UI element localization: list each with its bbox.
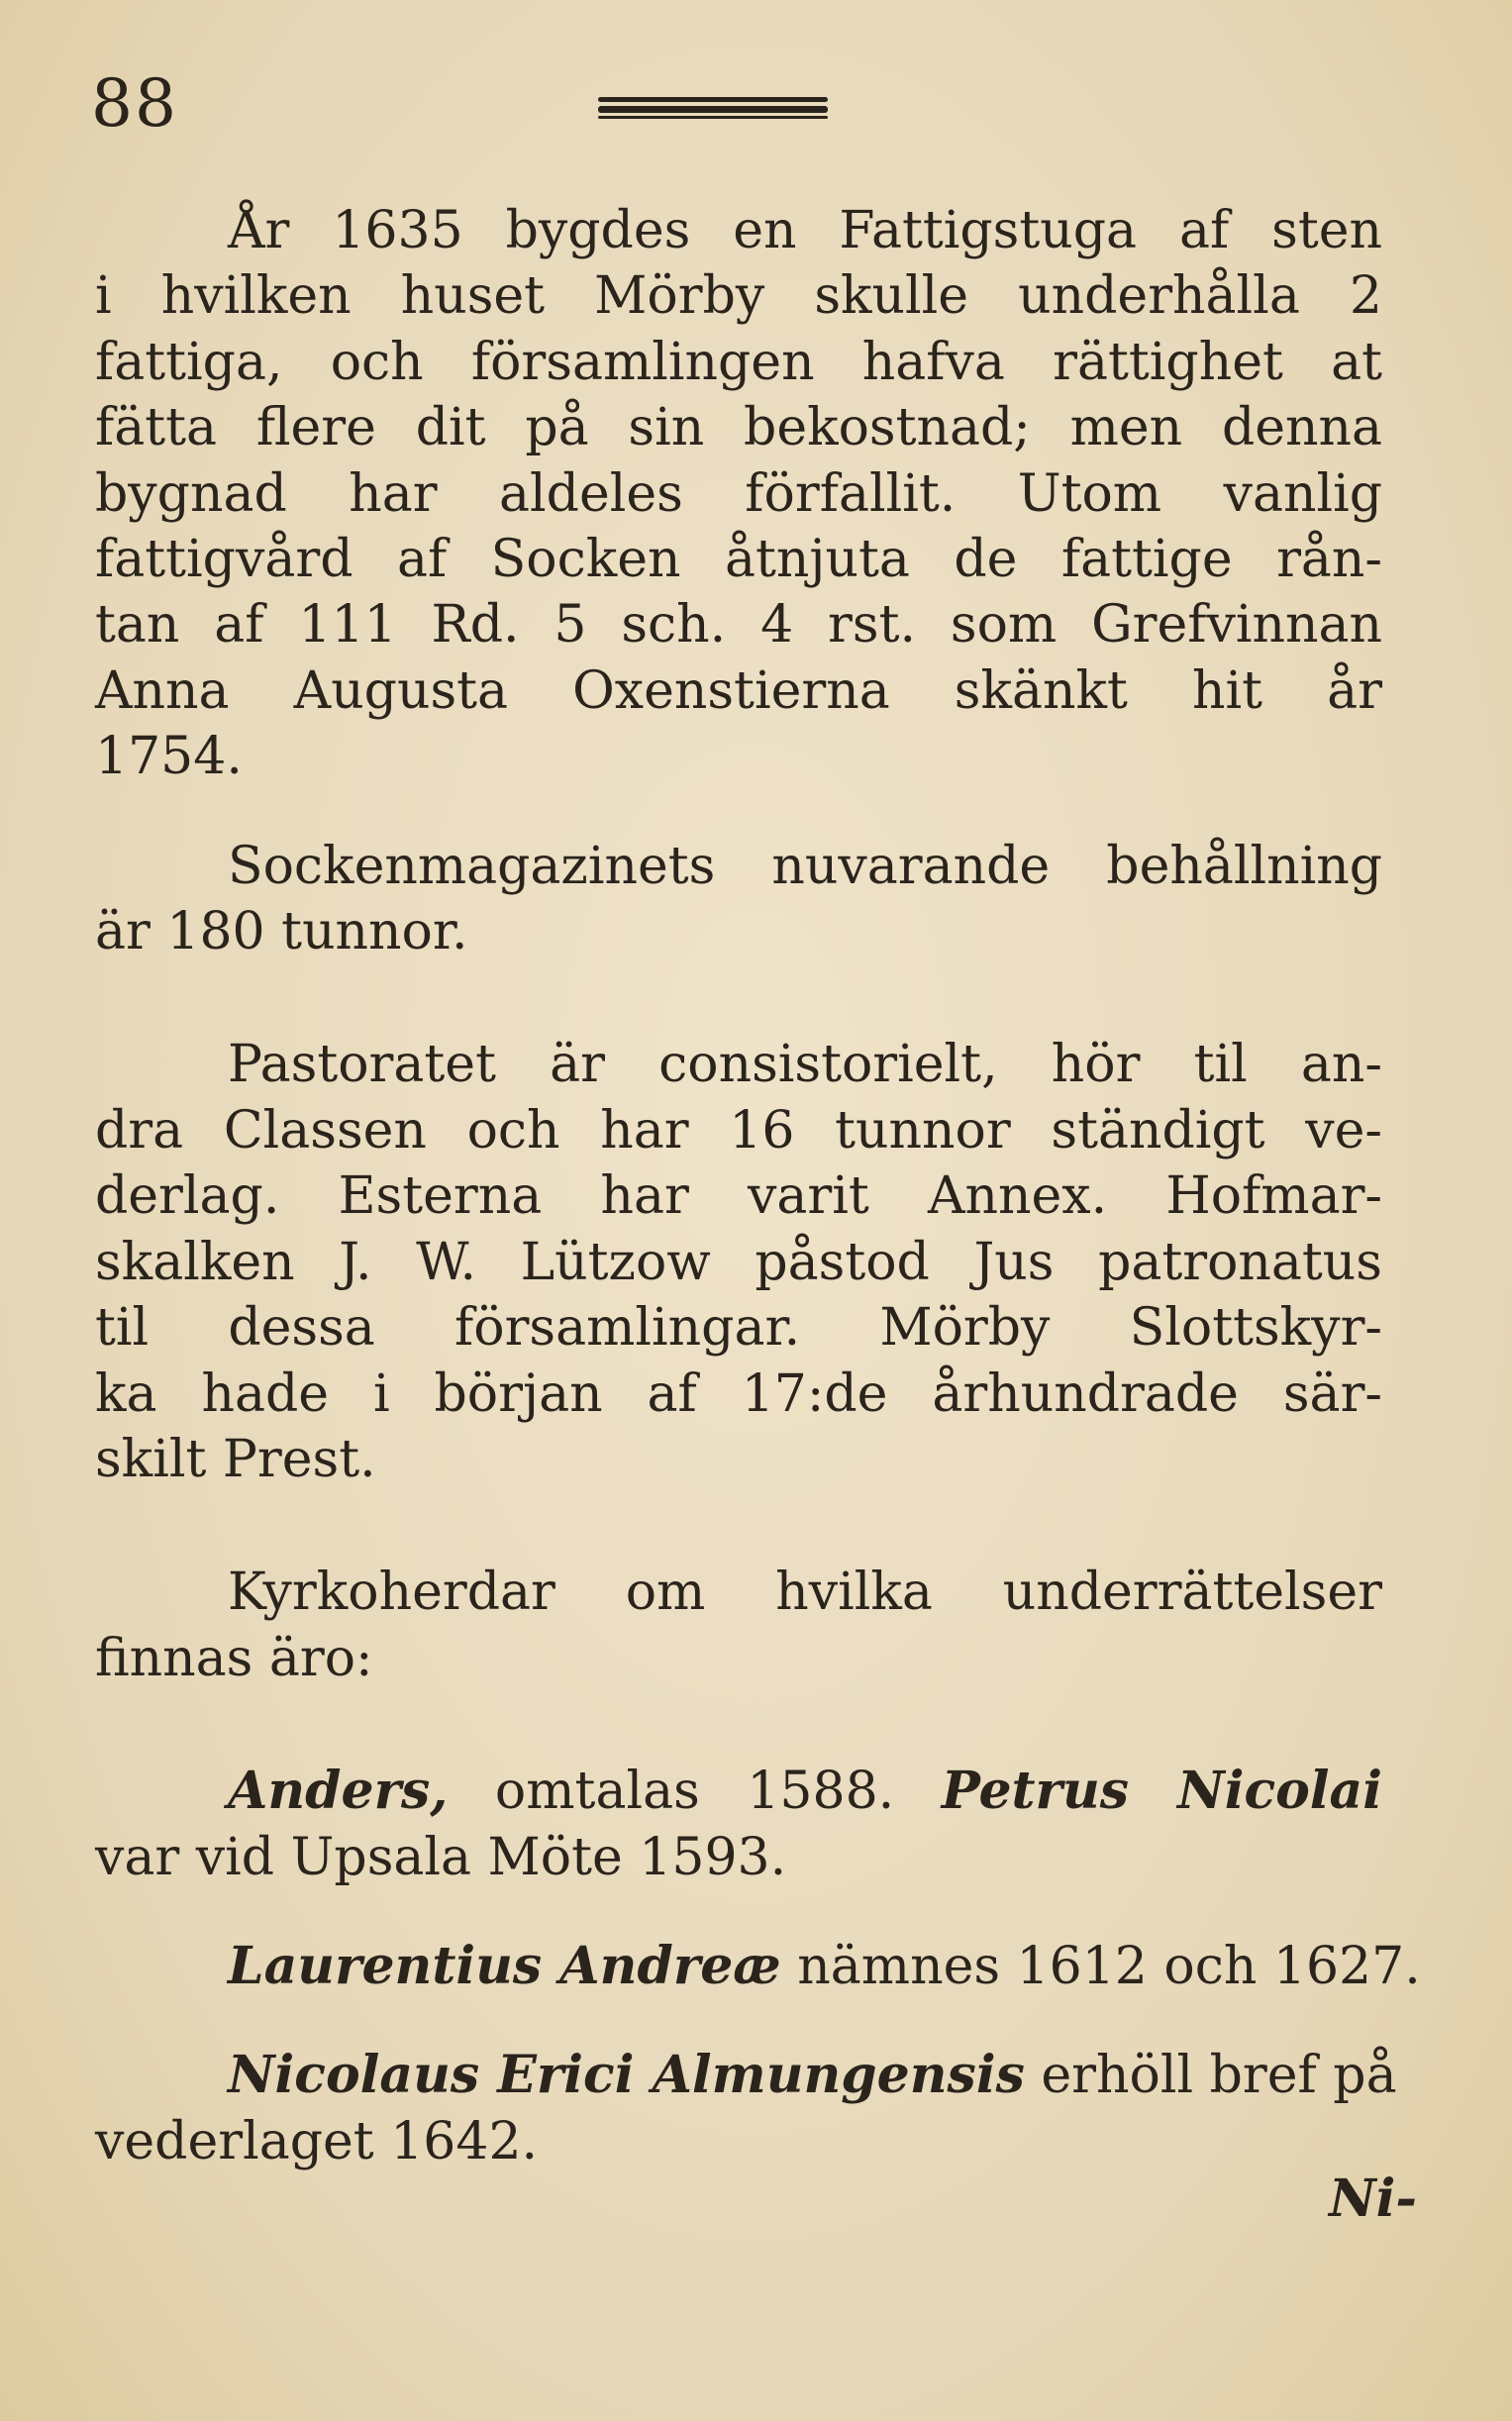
text-line: var vid Upsala Möte 1593.	[95, 1827, 787, 1887]
text-line: År 1635 bygdes en Fattigstuga af sten	[228, 201, 1382, 260]
text-line: Kyrkoherdar om hvilka underrättelser	[228, 1563, 1382, 1623]
vicar-entry	[95, 2043, 1397, 2174]
page-body	[95, 198, 1421, 2174]
text-line: i hvilken huset Mörby skulle underhålla 2	[95, 266, 1382, 327]
text-line	[95, 1934, 1421, 1999]
vicar-name: Petrus Nicolai	[941, 1761, 1382, 1822]
text-line: fattiga, och församlingen hafva rättighet at	[95, 332, 1382, 392]
text-line	[95, 2043, 1397, 2108]
text-line: fätta flere dit på sin bekostnad; men denna	[95, 398, 1382, 458]
paragraph-poorhouse	[95, 198, 1382, 790]
text-line: skalken J. W. Lützow påstod Jus patronatus	[95, 1232, 1382, 1292]
text-line: Pastoratet är consistorielt, hör til an-	[228, 1035, 1382, 1095]
text-line: skilt Prest.	[95, 1429, 376, 1489]
vicar-entry	[95, 1759, 1382, 1890]
paragraph-granary	[95, 834, 1382, 965]
entry-text: omtalas 1588.	[448, 1762, 895, 1822]
entry-text: nämnes 1612 och 1627.	[780, 1936, 1421, 1996]
entry-text: erhöll bref på	[1024, 2046, 1397, 2106]
page-number: 88	[91, 65, 178, 142]
text-line: dra Classen och har 16 tunnor ständigt ve-	[95, 1100, 1382, 1160]
text-line: til dessa församlingar. Mörby Slottskyr-	[95, 1298, 1382, 1359]
text-line: finnas äro:	[95, 1628, 373, 1688]
vicar-name: Laurentius Andreæ	[228, 1935, 781, 1996]
text-line: 1754.	[95, 727, 243, 787]
text-line	[95, 1759, 1382, 1824]
catchword: Ni-	[1329, 2169, 1417, 2229]
text-line: tan af 111 Rd. 5 sch. 4 rst. som Grefvinnan	[95, 595, 1382, 656]
text-line: är 180 tunnor.	[95, 902, 468, 962]
vicar-entry	[95, 1934, 1421, 1999]
text-line: derlag. Esterna har varit Annex. Hofmar-	[95, 1166, 1382, 1227]
paragraph-pastorate	[95, 1032, 1382, 1492]
header-ornament	[598, 95, 828, 121]
vicar-name: Nicolaus Erici Almungensis	[228, 2045, 1025, 2106]
text-line: fattigvård af Socken åtnjuta de fattige rån-	[95, 530, 1382, 590]
text-line: Sockenmagazinets nuvarande behållning	[228, 836, 1382, 896]
text-line: bygnad har aldeles förfallit. Utom vanlig	[95, 463, 1382, 524]
paragraph-vicars-heading	[95, 1560, 1382, 1691]
text-line: vederlaget 1642.	[95, 2111, 539, 2171]
vicar-name: Anders,	[228, 1761, 449, 1822]
text-line: ka hade i början af 17:de århundrade sär-	[95, 1363, 1382, 1424]
text-line: Anna Augusta Oxenstierna skänkt hit år	[95, 660, 1382, 721]
